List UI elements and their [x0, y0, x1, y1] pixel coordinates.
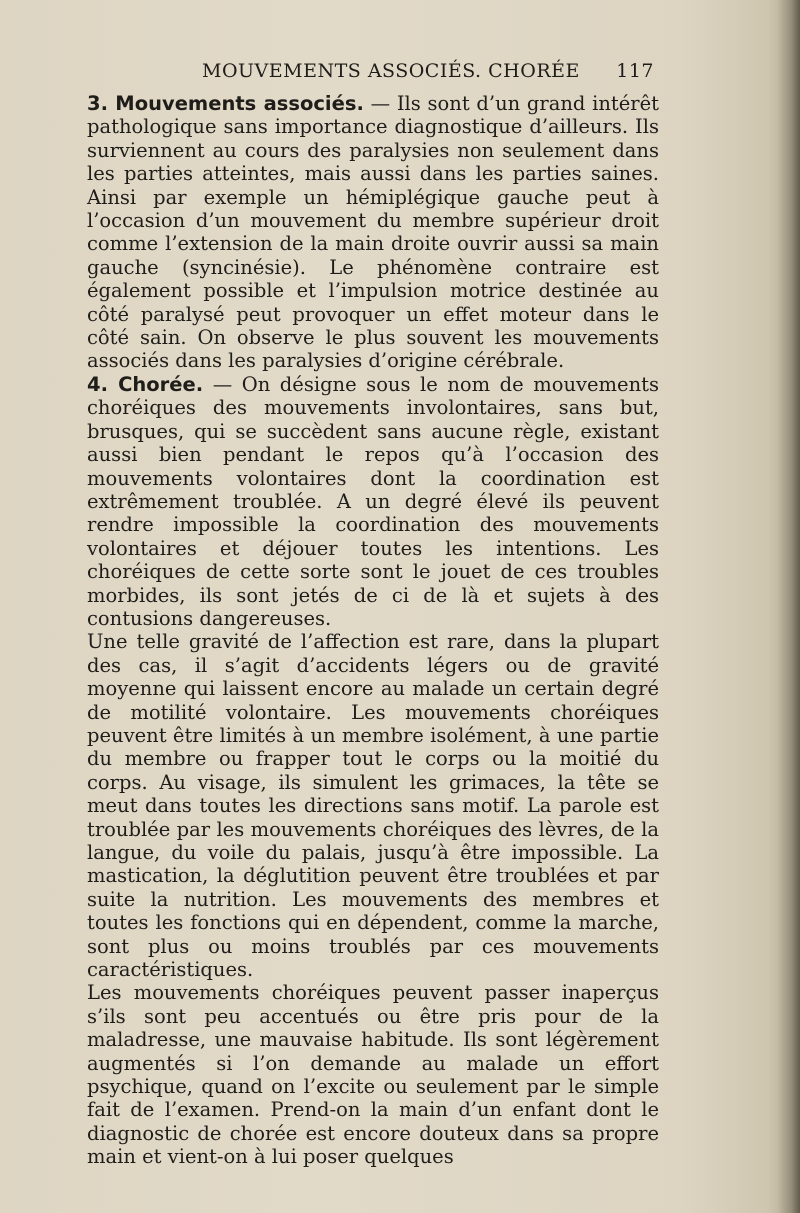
section-heading: 4. Chorée. — [87, 372, 204, 396]
page-edge-shadow — [778, 0, 800, 1213]
page-header — [64, 56, 660, 86]
running-title: MOUVEMENTS ASSOCIÉS. CHORÉE — [202, 60, 580, 82]
body-text — [63, 92, 659, 1169]
paragraph-mouvements-associes — [63, 92, 659, 373]
paragraph-inapercus — [63, 981, 659, 1168]
page-number: 117 — [616, 60, 654, 82]
section-heading: 3. Mouvements associés. — [87, 92, 364, 115]
paragraph-text: Les mouvements choréiques peuvent passer inaperçus s’ils sont peu accentués ou être pris pour de la maladresse, une mauvaise habitude. Ils sont légèrement augmentés si l’on demande au malade un effort psychique, quand on l’excite ou seulement par le simple fait de l’examen. Prend-on la main d’un enfant dont le diagnostic de chorée est encore douteux dans sa propre main et vient-on à lui poser quelques — [87, 981, 659, 1169]
paragraph-text: — On désigne sous le nom de mouvements choréiques des mouvements involontaires, sans but, brusques, qui se succèdent sans aucune règle, existant aussi bien pendant le repos qu’à l’occasion des mouvements volontaires dont la coordination est extrêmement troublée. A un degré élevé ils peuvent rendre impossible la coordination des mouvements volontaires et déjouer toutes les intentions. Les choréiques de cette sorte sont le jouet de ces troubles morbides, ils sont jetés de ci de là et sujets à des contusions dangereuses. — [87, 372, 659, 630]
paragraph-choree — [63, 373, 659, 630]
paragraph-text: — Ils sont d’un grand intérêt pathologique sans importance diagnostique d’ailleurs. Ils surviennent au cours des paralysies non seulement dans les parties atteintes, mais aussi dans les parties saines. Ainsi par exemple un hémiplégique gauche peut à l’occasion d’un mouvement du membre supérieur droit comme l’extension de la main droite ouvrir aussi sa main gauche (syncinésie). Le phénomène contraire est également possible et l’impulsion motrice destinée au côté paralysé peut provoquer un effet moteur dans le côté sain. On observe le plus souvent les mouvements associés dans les paralysies d’origine cérébrale. — [87, 92, 660, 373]
paragraph-text: Une telle gravité de l’affection est rare, dans la plupart des cas, il s’agit d’accidents légers ou de gravité moyenne qui laissent encore au malade un certain degré de motilité volontaire. Les mouvements choréiques peuvent être limités à un membre isolément, à une partie du membre ou frapper tout le corps ou la moitié du corps. Au visage, ils simulent les grimaces, la tête se meut dans toutes les directions sans motif. La parole est troublée par les mouvements choréiques des lèvres, de la langue, du voile du palais, jusqu’à être impossible. La mastication, la déglutition peuvent être troublées et par suite la nutrition. Les mouvements des membres et toutes les fonctions qui en dépendent, comme la marche, sont plus ou moins troublés par ces mouvements caractéristiques. — [87, 630, 659, 982]
paragraph-gravite — [63, 630, 659, 981]
